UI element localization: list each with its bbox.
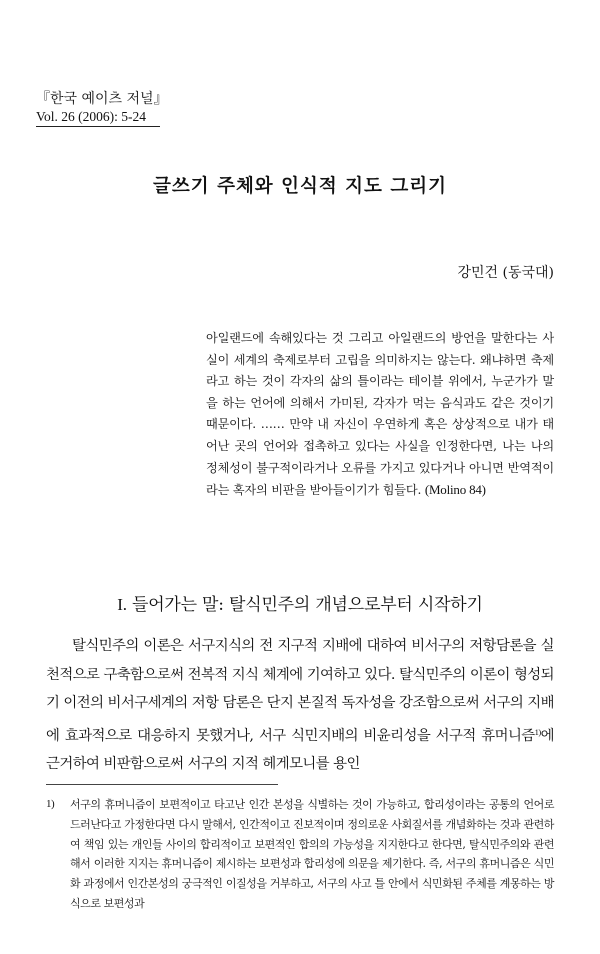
section-heading [0,590,600,615]
epigraph [206,328,554,502]
header-rule [36,126,160,127]
section-title: 들어가는 말: 탈식민주의 개념으로부터 시작하기 [131,595,483,615]
article-title: 글쓰기 주체와 인식적 지도 그리기 [153,176,447,197]
footnote-rule [46,784,278,785]
section-number: I. [117,595,127,614]
body-paragraph [46,632,554,779]
volume-info: Vol. 26 (2006): 5-24 [36,109,146,124]
footnote-reference[interactable]: 1) [534,726,541,737]
body-text-part-1: 탈식민주의 이론은 서구지식의 전 지구적 지배에 대하여 비서구의 저항담론을 실천적으로 구축함으로써 전복적 지식 체계에 기여하고 있다. 탈식민주의 이론이 형성되기 이전의 비서구세계의 저항 담론은 단지 본질적 독자성을 강조함으로써 서구의 지배에 효과적으로 대응하지 못했거나, 서구 식민지배의 비윤리성을 서구적 휴머니즘 [46,638,554,744]
journal-name: 『한국 예이츠 저널』 [36,91,168,107]
epigraph-text: 아일랜드에 속해있다는 것 그리고 아일랜드의 방언을 말한다는 사실이 세계의 축제로부터 고립을 의미하지는 않는다. 왜냐하면 축제라고 하는 것이 각자의 삶의 틀이라는 테이블 위에서, 누군가가 말을 하는 언어에 의해서 가미된, 각자가 먹는 음식과도 같은 것이기 때문이다. …… 만약 내 자신이 우연하게 혹은 상상적으로 내가 태어난 곳의 언어와 접촉하고 있다는 사실을 인정한다면, 나는 나의 정체성이 불구적이라거나 오류를 가지고 있다거나 아니면 반역적이라는 혹자의 비판을 받아들이기가 힘들다. [206,331,554,498]
footnote [46,795,554,914]
body-text-part-2: 에 근거하여 비판함으로써 서구의 지적 헤게모니를 용인 [46,727,554,773]
footnote-number: 1) [46,798,55,810]
footnote-text: 서구의 휴머니즘이 보편적이고 타고난 인간 본성을 식별하는 것이 가능하고, 합리성이라는 공통의 언어로 드러난다고 가정한다면 다시 말해서, 인간적이고 진보적이며 정의로운 사회질서를 개념화하는 것과 관련하여 책임 있는 개인들 사이의 합리적이고 보편적인 합의의 가능성을 지지한다고 한다면, 탈식민주의와 관련해서 이러한 지지는 휴머니즘이 제시하는 보편성과 합리성에 의문을 제기한다. 즉, 서구의 휴머니즘은 식민화 과정에서 인간본성의 궁극적인 이질성을 거부하고, 서구의 사고 틀 안에서 식민화된 주체를 계몽하는 방식으로 보편성과 [70,798,554,910]
author-affiliation: 강민건 (동국대) [457,265,554,281]
epigraph-source: (Molino 84) [424,482,486,498]
